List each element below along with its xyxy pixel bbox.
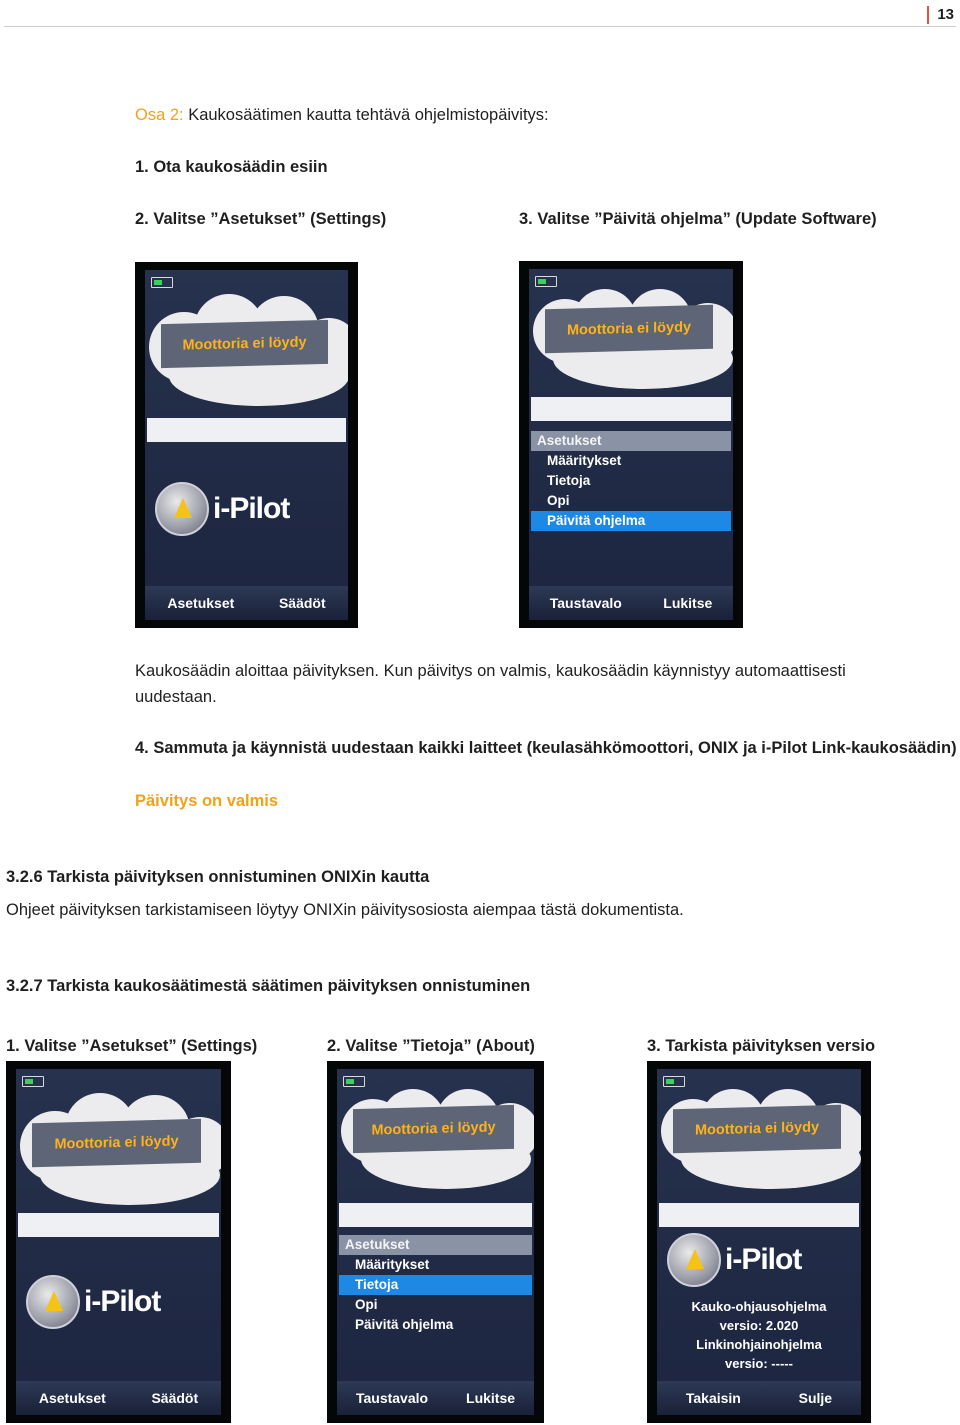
battery-icon [663,1076,685,1087]
compass-icon [155,482,209,536]
softkey-lock[interactable]: Lukitse [663,595,713,611]
compass-icon [26,1275,80,1329]
remote-software-label: Kauko-ohjausohjelma [691,1299,827,1314]
menu-item-about[interactable]: Tietoja [547,473,591,488]
softkey-bar [145,586,348,620]
remote-screen [337,1069,534,1415]
status-bar [659,1203,859,1227]
settings-menu [531,431,731,531]
status-banner: Moottoria ei löydy [673,1105,841,1153]
ipilot-logo: i-Pilot [26,1275,160,1329]
battery-icon [343,1076,365,1087]
remote-software-version: versio: 2.020 [719,1318,799,1333]
status-banner: Moottoria ei löydy [545,305,713,353]
link-software-version: versio: ----- [725,1356,793,1371]
softkey-settings[interactable]: Asetukset [38,1390,106,1406]
remote-screenshot-menu-about [327,1061,544,1423]
remote-screenshot-menu-update [519,261,743,628]
softkey-bar [657,1381,861,1415]
status-bar [339,1203,532,1227]
compass-icon [667,1233,721,1287]
step-4: 4. Sammuta ja käynnistä uudestaan kaikki laitteet (keulasähkömoottori, ONIX ja i-Pilot Link-kaukosäädin) [135,739,957,757]
status-banner: Moottoria ei löydy [161,320,328,368]
status-banner: Moottoria ei löydy [32,1119,201,1167]
step-top-2: 2. Valitse ”Asetukset” (Settings) [135,210,387,228]
softkey-adjust[interactable]: Säädöt [151,1390,199,1406]
status-banner: Moottoria ei löydy [353,1105,514,1153]
remote-screen [145,270,348,620]
remote-screenshot-home [135,262,358,628]
update-done: Päivitys on valmis [135,792,279,810]
status-bar [531,397,731,421]
softkey-close[interactable]: Sulje [798,1390,833,1406]
ipilot-logo: i-Pilot [667,1233,801,1287]
softkey-bar [16,1381,221,1415]
menu-item-definitions[interactable]: Määritykset [547,453,622,468]
page-number: 13 [927,6,954,24]
update-note: Kaukosäädin aloittaa päivityksen. Kun päivitys on valmis, kaukosäädin käynnistyy automaattisesti uudestaan. [135,662,846,706]
version-info [657,1297,861,1373]
menu-item-about[interactable]: Tietoja [339,1275,532,1295]
intro-line [135,104,549,126]
section-3-2-6-title: 3.2.6 Tarkista päivityksen onnistuminen ONIXin kautta [6,868,430,886]
intro-label: Osa 2: [135,106,184,124]
step-bottom-2: 2. Valitse ”Tietoja” (About) [327,1037,535,1055]
ipilot-logo: i-Pilot [155,482,289,536]
section-3-2-7-title: 3.2.7 Tarkista kaukosäätimestä säätimen päivityksen onnistuminen [6,977,531,995]
remote-screen [16,1069,221,1415]
softkey-adjust[interactable]: Säädöt [278,595,326,611]
softkey-lock[interactable]: Lukitse [466,1390,516,1406]
status-bar [147,418,346,442]
header-rule [4,26,956,27]
menu-item-update[interactable]: Päivitä ohjelma [355,1317,454,1332]
menu-header: Asetukset [531,431,731,451]
remote-screen [529,269,733,620]
intro-text: Kaukosäätimen kautta tehtävä ohjelmistopäivitys: [183,106,549,124]
menu-item-learn[interactable]: Opi [547,493,570,508]
softkey-settings[interactable]: Asetukset [167,595,235,611]
softkey-bar [529,586,733,620]
step-top-3: 3. Valitse ”Päivitä ohjelma” (Update Software) [519,210,877,228]
remote-screen [657,1069,861,1415]
softkey-back[interactable]: Takaisin [685,1390,741,1406]
softkey-backlight[interactable]: Taustavalo [549,595,622,611]
settings-menu [339,1235,532,1335]
step-bottom-3: 3. Tarkista päivityksen versio [647,1037,876,1055]
battery-icon [151,277,173,288]
step-bottom-1: 1. Valitse ”Asetukset” (Settings) [6,1037,258,1055]
remote-screenshot-about [647,1061,871,1423]
remote-screenshot-home-2 [6,1061,231,1423]
menu-item-definitions[interactable]: Määritykset [355,1257,430,1272]
battery-icon [535,276,557,287]
menu-header: Asetukset [339,1235,532,1255]
softkey-backlight[interactable]: Taustavalo [355,1390,429,1406]
menu-item-learn[interactable]: Opi [355,1297,378,1312]
section-3-2-6-text: Ohjeet päivityksen tarkistamiseen löytyy ONIXin päivitysosiosta aiempaa tästä dokumentista. [6,901,684,919]
link-software-label: Linkinohjainohjelma [696,1337,822,1352]
battery-icon [22,1076,44,1087]
step-top-1: 1. Ota kaukosäädin esiin [135,158,328,176]
softkey-bar [337,1381,534,1415]
menu-item-update[interactable]: Päivitä ohjelma [531,511,731,531]
status-bar [18,1213,219,1237]
